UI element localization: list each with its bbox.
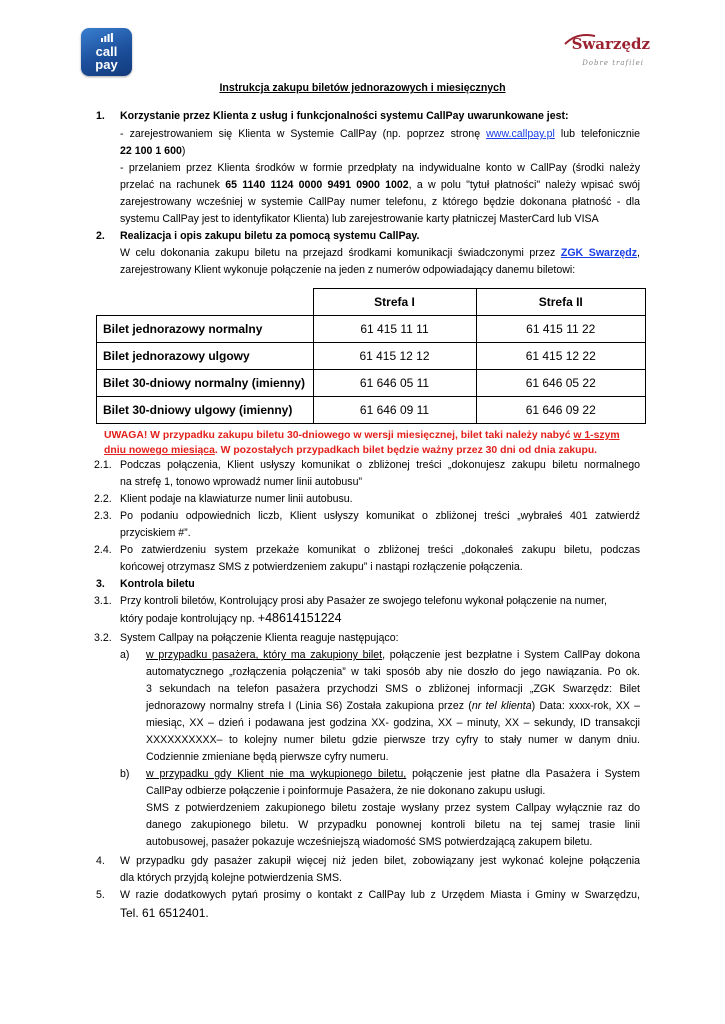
item-a-line-4 <box>146 698 640 715</box>
section-3-heading: Kontrola biletu <box>120 578 195 590</box>
section-1-number: 1. <box>96 110 105 122</box>
step-2-3-line-2: przyciskiem #”. <box>120 527 191 539</box>
section-5-line-1: W razie dodatkowych pytań prosimy o kontakt z CallPay lub z Urzędem Miasta i Gminy w Swarzędzu, <box>120 889 640 901</box>
text: dniu nowego miesiąca <box>104 445 215 456</box>
item-a-label: a) <box>120 649 130 661</box>
ticket-number-s2: 61 415 12 22 <box>476 343 646 370</box>
ticket-table <box>96 288 646 424</box>
section-2-line-1 <box>120 245 640 262</box>
swarzedz-logo <box>545 30 650 68</box>
text: W celu dokonania zakupu biletu na przejazd środkami komunikacji świadczonymi przez <box>120 247 561 259</box>
step-3-1-line-2 <box>120 610 640 628</box>
text: lub telefonicznie <box>554 128 640 140</box>
section-2-heading: Realizacja i opis zakupu biletu za pomocą systemu CallPay. <box>120 230 420 242</box>
text: , połączenie jest bezpłatne i System CallPay dokona <box>382 649 640 661</box>
section-1-line-6: systemu CallPay jest to identyfikator Klienta) lub zarejestrowanie karty płatniczej MasterCard lub VISA <box>120 213 599 225</box>
text: UWAGA! W przypadku zakupu biletu 30-dniowego w wersji miesięcznej, bilet taki należy nabyć <box>104 430 574 441</box>
item-a-line-5: miesiąc, XX – dzień i podawana jest godzina XX- godzina, XX – minuty, XX – sekundy, ID transakcji <box>146 717 640 729</box>
item-a-line-3: 3 sekundach na telefon pasażera przychodzi SMS o zbliżonej informacji „ZGK Swarzędz: Bilet <box>146 683 640 695</box>
step-3-1-number: 3.1. <box>94 595 112 607</box>
item-a-line-7: Codziennie zmieniane będą pierwsze cyfry numeru. <box>146 751 389 763</box>
control-phone: +48614151224 <box>257 611 342 625</box>
step-2-1-number: 2.1. <box>94 459 112 471</box>
section-1-line-5: zarejestrowany wcześniej w systemie CallPay numer telefonu, z którego będzie dokonana płatność - dla <box>120 196 640 208</box>
item-a-line-2: automatycznego „rozłączenia połączenia” w taki sposób aby nie doszło do jego nawiązania. Po ok. <box>146 666 640 678</box>
ticket-number-s1: 61 415 12 12 <box>313 343 476 370</box>
text: w 1-szym <box>573 430 620 441</box>
ticket-number-s2: 61 646 09 22 <box>476 397 646 424</box>
ticket-number-s2: 61 646 05 22 <box>476 370 646 397</box>
step-3-2-number: 3.2. <box>94 632 112 644</box>
ticket-label: Bilet jednorazowy ulgowy <box>97 343 314 370</box>
swarzedz-logo-text: Swarzędz <box>571 35 650 53</box>
step-2-4-line-2: końcowej otrzymasz SMS z potwierdzeniem zakupu” i nastąpi rozłączenie połączenia. <box>120 561 523 573</box>
section-4-line-1: W przypadku gdy pasażer zakupił więcej niż jeden bilet, zobowiązany jest wykonać kolejne połączenia <box>120 855 640 867</box>
text: w przypadku pasażera, który ma zakupiony bilet <box>146 649 383 661</box>
item-a-line-1 <box>146 647 640 664</box>
signal-bars-icon <box>101 33 113 42</box>
step-3-2-text: System Callpay na połączenie Klienta reaguje następująco: <box>120 632 399 644</box>
ticket-number-s1: 61 646 09 11 <box>313 397 476 424</box>
text: , a w polu "tytuł płatności" należy wpisać swój <box>408 179 640 191</box>
step-2-4-number: 2.4. <box>94 544 112 556</box>
section-2-line-2: zarejestrowany Klient wykonuje połączenie na jeden z numerów odpowiadający danemu biletowi: <box>120 264 576 276</box>
header-strefa-2: Strefa II <box>476 289 646 316</box>
step-2-1-line-1: Podczas połączenia, Klient usłyszy komunikat o zbliżonej treści „dokonujesz zakupu biletu normalnego <box>120 459 640 471</box>
table-row <box>97 397 646 424</box>
ticket-label: Bilet 30-dniowy normalny (imienny) <box>97 370 314 397</box>
section-2-number: 2. <box>96 230 105 242</box>
text: jednorazowy normalny strefa I (Linia S6) Została zakupiona przez ( <box>146 700 472 712</box>
ticket-number-s1: 61 415 11 11 <box>313 316 476 343</box>
table-row <box>97 316 646 343</box>
ticket-number-s2: 61 415 11 22 <box>476 316 646 343</box>
text: , <box>637 247 640 259</box>
section-1-line-3: - przelaniem przez Klienta środków w formie przedpłaty na indywidualne konto w CallPay (środki należy <box>120 162 640 174</box>
ticket-label: Bilet 30-dniowy ulgowy (imienny) <box>97 397 314 424</box>
text: przelać na rachunek <box>120 179 226 191</box>
bank-account: 65 1140 1124 0000 9491 0900 1002 <box>225 179 409 191</box>
callpay-phone: 22 100 1 600 <box>120 145 182 157</box>
text: . W pozostałych przypadkach bilet będzie ważny przez 30 dni od dnia zakupu. <box>214 445 598 456</box>
step-3-1-line-1: Przy kontroli biletów, Kontrolujący prosi aby Pasażer ze swojego telefonu wykonał połączenie na numer, <box>120 595 607 607</box>
step-2-2-text: Klient podaje na klawiaturze numer linii autobusu. <box>120 493 353 505</box>
text: w przypadku gdy Klient nie ma wykupionego biletu, <box>146 768 407 780</box>
step-2-3-line-1: Po podaniu odpowiednich liczb, Klient usłyszy komunikat o zbliżonej treści „wybrałeś 401 zatwierdź <box>120 510 640 522</box>
text: - zarejestrowaniem się Klienta w Systemie CallPay (np. poprzez stronę <box>120 128 487 140</box>
item-b-line-2: CallPay odbierze połączenie i poinformuje Pasażera, że nie dokonano zakupu usługi. <box>146 785 546 797</box>
swarzedz-logo-tagline: Dobre trafilei <box>582 59 644 67</box>
text: ) <box>181 145 186 157</box>
item-b-line-1 <box>146 766 640 783</box>
empty-cell <box>97 289 314 316</box>
callpay-logo-call: call <box>95 44 118 59</box>
section-4-number: 4. <box>96 855 105 867</box>
section-5-line-2: Tel. 61 6512401. <box>120 906 209 920</box>
step-2-3-number: 2.3. <box>94 510 112 522</box>
ticket-number-s1: 61 646 05 11 <box>313 370 476 397</box>
step-2-4-line-1: Po zatwierdzeniu system przekaże komunikat o zbliżonej treści „dokonałeś zakupu biletu, podczas <box>120 544 640 556</box>
item-b-line-5: autobusowej, pasażer pokazuje wcześniejszą wiadomość SMS potwierdzającą zakupem biletu. <box>146 836 593 848</box>
header-strefa-1: Strefa I <box>313 289 476 316</box>
text: ) Data: xxxx-rok, XX – <box>531 700 640 712</box>
table-row <box>97 370 646 397</box>
section-3-number: 3. <box>96 578 105 590</box>
item-a-line-6: XXXXXXXXXX– to kolejny numer biletu gdzie pierwsze trzy cyfry to stały numer w danym dniu. <box>146 734 640 746</box>
page-title: Instrukcja zakupu biletów jednorazowych i miesięcznych <box>219 82 506 94</box>
zgk-link[interactable]: ZGK Swarzędz <box>560 247 638 259</box>
step-2-2-number: 2.2. <box>94 493 112 505</box>
text: połączenie jest płatne dla Pasażera i System <box>406 768 640 780</box>
text: który podaje kontrolujący np. <box>120 613 258 625</box>
section-1-line-1 <box>120 126 640 143</box>
item-b-line-4: danego zakupionego biletu. W przypadku ponownej kontroli biletu na tej samej trasie linii <box>146 819 640 831</box>
section-1-line-4 <box>120 177 640 194</box>
text: nr tel klienta <box>471 700 532 712</box>
section-1-line-2 <box>120 143 640 160</box>
table-header-row <box>97 289 646 316</box>
warning-note <box>104 428 644 458</box>
callpay-logo-pay: pay <box>95 57 118 72</box>
section-5-number: 5. <box>96 889 105 901</box>
table-row <box>97 343 646 370</box>
step-2-1-line-2: na strefę 1, tonowo wprowadź numer linii autobusu” <box>120 476 363 488</box>
section-1-heading: Korzystanie przez Klienta z usług i funkcjonalności systemu CallPay uwarunkowane jest: <box>120 110 569 122</box>
section-4-line-2: dla których przyjdą kolejne potwierdzenia SMS. <box>120 872 342 884</box>
callpay-link[interactable]: www.callpay.pl <box>486 128 555 140</box>
item-b-label: b) <box>120 768 130 780</box>
ticket-label: Bilet jednorazowy normalny <box>97 316 314 343</box>
callpay-logo <box>81 28 132 76</box>
item-b-line-3: SMS z potwierdzeniem zakupionego biletu zostaje wysłany przez system Callpay wyłącznie raz do <box>146 802 640 814</box>
